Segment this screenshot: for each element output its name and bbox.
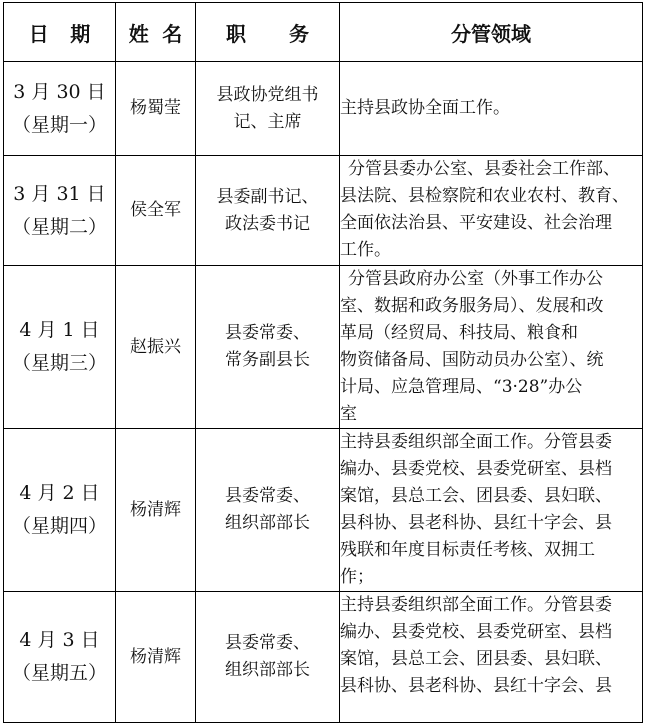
duty-line: 常务副县长 xyxy=(225,350,310,370)
duty-line: 县政协党组书 xyxy=(216,84,319,105)
duty-line: 县委常委、 xyxy=(225,486,310,506)
area-line: 案馆，县总工会、团县委、县妇联、 xyxy=(340,486,612,506)
table-row xyxy=(4,62,643,156)
header-duty-char-1: 职 xyxy=(226,21,246,46)
date-text: 4 月 1 日 xyxy=(19,319,100,341)
area-line: 县法院、县检察院和农业农村、教育、 xyxy=(340,186,629,206)
name-cell: 赵振兴 xyxy=(116,266,196,429)
name-cell: 侯全军 xyxy=(116,156,196,266)
header-duty xyxy=(196,3,340,62)
area-line: 革局（经贸局、科技局、粮食和 xyxy=(340,323,578,343)
area-cell xyxy=(340,592,643,723)
area-cell xyxy=(340,266,643,429)
weekday-text: （星期五） xyxy=(11,662,107,684)
weekday-text: （星期四） xyxy=(11,515,107,537)
area-line: 县科协、县老科协、县红十字会、县 xyxy=(340,513,612,533)
area-cell xyxy=(340,429,643,592)
header-name-char-1: 姓 xyxy=(128,21,149,46)
header-duty-char-2: 务 xyxy=(289,21,309,46)
area-line: 主持县委组织部全面工作。分管县委 xyxy=(340,595,612,615)
name-cell: 杨清辉 xyxy=(116,429,196,592)
area-line: 室 xyxy=(340,404,357,424)
area-line: 全面依法治县、平安建设、社会治理 xyxy=(340,213,612,233)
area-line: 作； xyxy=(340,567,374,587)
area-line: 分管县政府办公室（外事工作办公 xyxy=(348,269,603,289)
weekday-text: （星期二） xyxy=(11,215,107,238)
area-line: 编办、县委党校、县委党研室、县档 xyxy=(340,622,612,642)
area-line: 物资储备局、国防动员办公室）、统 xyxy=(340,350,604,370)
table-row xyxy=(4,156,643,266)
duty-line: 县委常委、 xyxy=(225,323,310,343)
leader-duty-schedule-table xyxy=(3,2,643,723)
area-line: 分管县委办公室、县委社会工作部、 xyxy=(348,159,620,179)
area-line: 县科协、县老科协、县红十字会、县 xyxy=(340,676,612,696)
area-line: 案馆，县总工会、团县委、县妇联、 xyxy=(340,649,612,669)
duty-cell xyxy=(196,592,340,723)
header-date xyxy=(4,3,116,62)
header-area: 分管领域 xyxy=(340,3,643,62)
header-date-char-1: 日 xyxy=(28,21,49,46)
date-text: 3 月 31 日 xyxy=(13,182,106,205)
area-line: 工作。 xyxy=(340,240,391,260)
duty-line: 县委副书记、 xyxy=(216,186,319,207)
header-name-char-2: 名 xyxy=(162,21,183,46)
duty-line: 记、主席 xyxy=(233,111,302,132)
table-row xyxy=(4,592,643,723)
name-cell: 杨蜀莹 xyxy=(116,62,196,156)
area-cell xyxy=(340,156,643,266)
date-text: 3 月 30 日 xyxy=(13,80,106,103)
header-name xyxy=(116,3,196,62)
area-cell xyxy=(340,62,643,156)
duty-line: 组织部部长 xyxy=(225,660,310,680)
date-cell xyxy=(4,156,116,266)
header-row xyxy=(4,3,643,62)
weekday-text: （星期一） xyxy=(11,113,107,136)
area-line: 主持县政协全面工作。 xyxy=(340,98,510,118)
table-row xyxy=(4,266,643,429)
date-cell xyxy=(4,429,116,592)
area-line: 残联和年度目标责任考核、双拥工 xyxy=(340,540,595,560)
date-cell xyxy=(4,266,116,429)
header-date-char-2: 期 xyxy=(70,21,91,46)
date-text: 4 月 2 日 xyxy=(19,482,100,504)
date-text: 4 月 3 日 xyxy=(19,629,100,651)
duty-cell xyxy=(196,62,340,156)
duty-cell xyxy=(196,429,340,592)
area-line: 主持县委组织部全面工作。分管县委 xyxy=(340,432,612,452)
area-line: 计局、应急管理局、“3·28”办公 xyxy=(340,377,583,397)
area-line: 室、数据和政务服务局）、发展和改 xyxy=(340,296,604,316)
duty-line: 县委常委、 xyxy=(225,633,310,653)
table-row xyxy=(4,429,643,592)
date-cell xyxy=(4,62,116,156)
duty-line: 组织部部长 xyxy=(225,513,310,533)
duty-line: 政法委书记 xyxy=(225,213,310,234)
weekday-text: （星期三） xyxy=(11,352,107,374)
area-line: 编办、县委党校、县委党研室、县档 xyxy=(340,459,612,479)
duty-cell xyxy=(196,266,340,429)
duty-cell xyxy=(196,156,340,266)
date-cell xyxy=(4,592,116,723)
name-cell: 杨清辉 xyxy=(116,592,196,723)
